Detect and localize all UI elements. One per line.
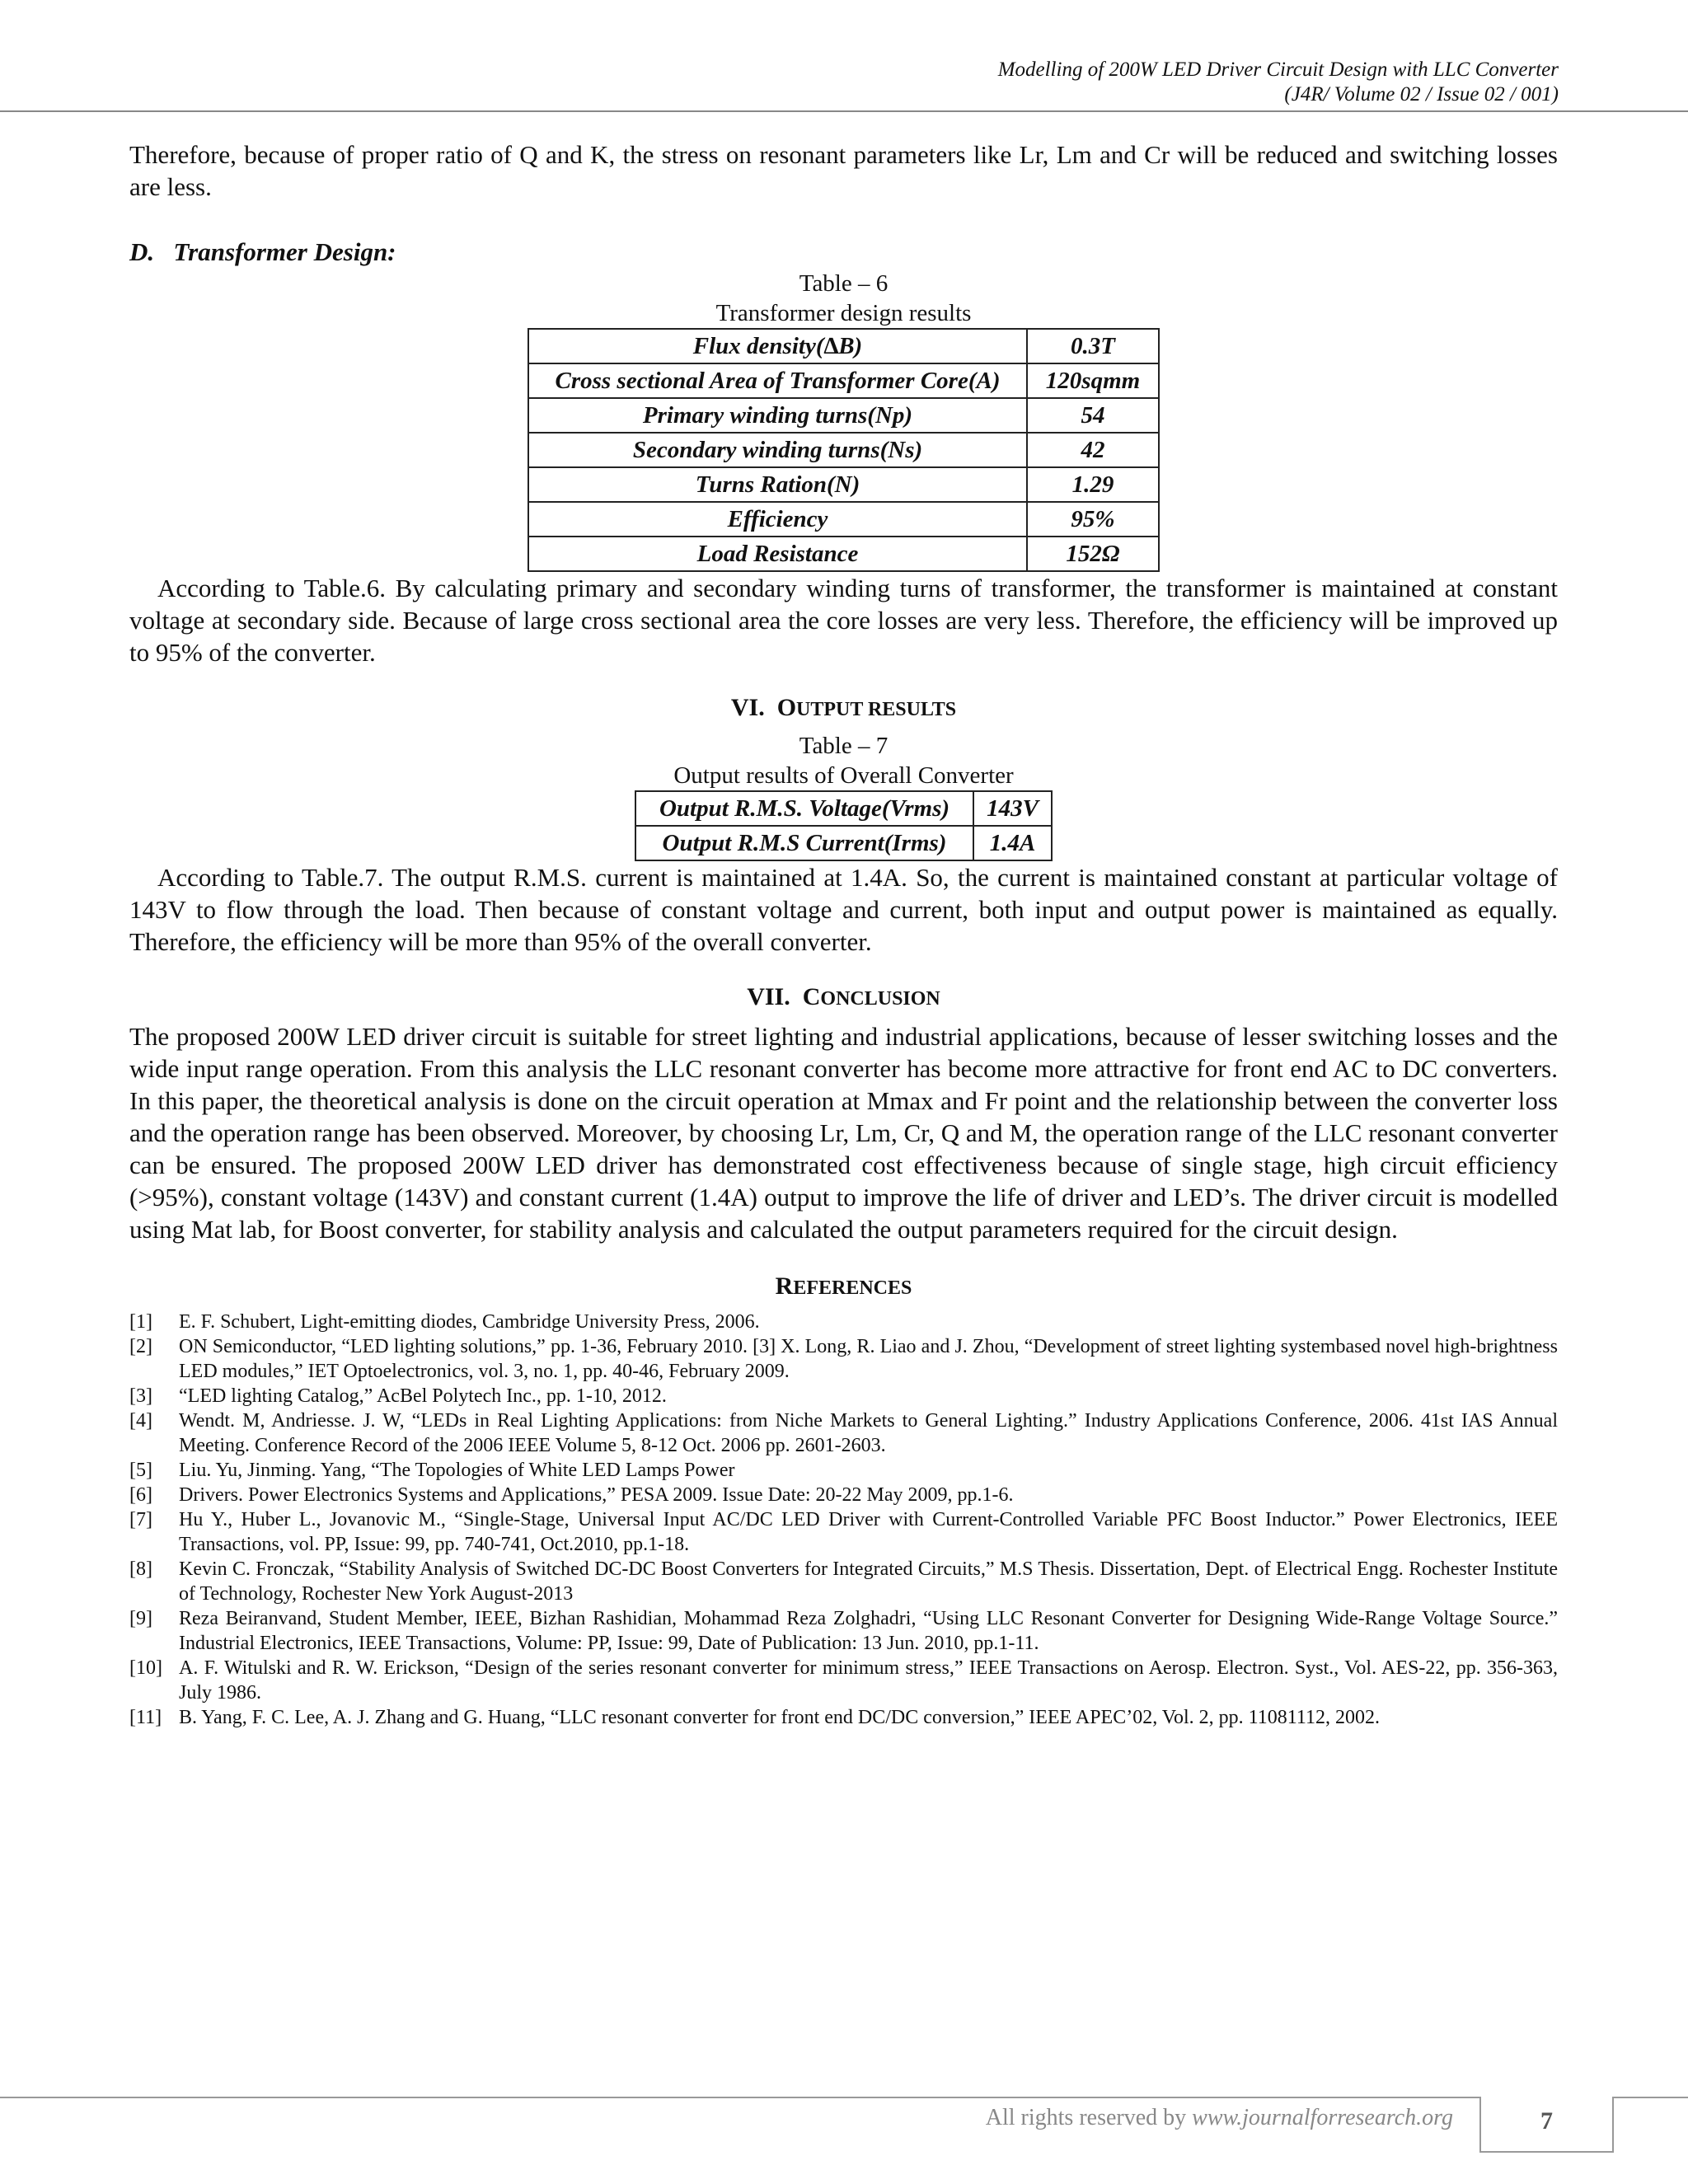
value-cell: 54	[1027, 398, 1159, 433]
table-row	[528, 537, 1159, 571]
parameter-cell: Output R.M.S Current(Irms)	[635, 826, 973, 860]
conclusion-paragraph: The proposed 200W LED driver circuit is suitable for street lighting and industrial applications, because of lesser switching losses and the wide input range operation. From this analysis the LLC resonant converter has become more attractive for front end AC to DC converters. In this paper, the theoretical analysis is done on the circuit operation at Mmax and Fr point and the relationship between the converter loss and the operation range has been observed. Moreover, by choosing Lr, Lm, Cr, Q and M, the operation range of the LLC resonant converter can be ensured. The proposed 200W LED driver has demonstrated cost effectiveness because of single stage, high circuit efficiency (>95%), constant voltage (143V) and constant current (1.4A) output to improve the life of driver and LED’s. The driver circuit is modelled using Mat lab, for Boost converter, for stability analysis and calculated the output parameters required for the circuit design.	[129, 1022, 1558, 1244]
reference-number: [1]	[129, 1311, 152, 1333]
reference-text: B. Yang, F. C. Lee, A. J. Zhang and G. Huang, “LLC resonant converter for front end DC/DC conversion,” IEEE APEC’02, Vol. 2, pp. 11081112, 2002.	[179, 1707, 1381, 1728]
table-row	[635, 826, 1052, 860]
table-row	[528, 329, 1159, 363]
reference-item	[129, 1384, 1558, 1408]
reference-number: [8]	[129, 1558, 152, 1580]
heading-rest: EFERENCES	[793, 1277, 912, 1299]
reference-text: E. F. Schubert, Light-emitting diodes, Cambridge University Press, 2006.	[179, 1311, 760, 1333]
reference-item	[129, 1606, 1558, 1656]
references-heading	[129, 1270, 1558, 1305]
parameter-cell: Turns Ration(N)	[528, 467, 1027, 502]
parameter-cell: Load Resistance	[528, 537, 1027, 571]
table-7-label: Table – 7	[799, 733, 889, 759]
journal-website-link[interactable]: www.journalforresearch.org	[1192, 2105, 1453, 2130]
table-6-label: Table – 6	[799, 270, 889, 297]
parameter-cell: Secondary winding turns(Ns)	[528, 433, 1027, 467]
transformer-paragraph: According to Table.6. By calculating primary and secondary winding turns of transformer, the transformer is maintained at constant voltage at secondary side. Because of large cross sectional area the core losses are very less. Therefore, the efficiency will be improved up to 95% of the converter.	[129, 574, 1558, 667]
value-cell: 42	[1027, 433, 1159, 467]
value-cell: 1.4A	[973, 826, 1052, 860]
reference-number: [2]	[129, 1336, 152, 1357]
table-6-title: Transformer design results	[715, 300, 972, 326]
page-content	[129, 138, 1558, 1730]
journal-issue: (J4R/ Volume 02 / Issue 02 / 001)	[1284, 83, 1559, 105]
table-row	[528, 433, 1159, 467]
reference-text: ON Semiconductor, “LED lighting solutions,” pp. 1-36, February 2010. [3] X. Long, R. Liao and J. Zhou, “Development of street lighting systembased novel high-brightness LED modules,” IET Optoelectronics, vol. 3, no. 1, pp. 40-46, February 2009.	[179, 1336, 1558, 1382]
table-row	[635, 791, 1052, 826]
parameter-cell: Efficiency	[528, 502, 1027, 537]
journal-title: Modelling of 200W LED Driver Circuit Design with LLC Converter	[997, 59, 1559, 81]
value-cell: 0.3T	[1027, 329, 1159, 363]
section-number: VII.	[747, 983, 790, 1010]
output-paragraph: According to Table.7. The output R.M.S. current is maintained at 1.4A. So, the current is maintained constant at particular voltage of 143V to flow through the load. Then because of constant voltage and current, both input and output power is maintained as equally. Therefore, the efficiency will be more than 95% of the overall converter.	[129, 863, 1558, 956]
footer-rule	[0, 2097, 1479, 2098]
reference-number: [10]	[129, 1657, 162, 1679]
footer-rule-right	[1614, 2097, 1688, 2098]
value-cell: 143V	[973, 791, 1052, 826]
table-7-title: Output results of Overall Converter	[673, 762, 1014, 789]
heading-first-letter: R	[775, 1272, 794, 1300]
table-row	[528, 467, 1159, 502]
reference-item	[129, 1705, 1558, 1730]
transformer-table	[528, 328, 1160, 572]
reference-number: [3]	[129, 1385, 152, 1407]
page-footer	[0, 2085, 1688, 2184]
reference-item	[129, 1310, 1558, 1334]
heading-first-letter: O	[776, 694, 797, 721]
parameter-cell: Cross sectional Area of Transformer Core(A)	[528, 363, 1027, 398]
table-row	[528, 398, 1159, 433]
output-table	[635, 790, 1053, 861]
reference-item	[129, 1458, 1558, 1483]
conclusion-heading	[129, 981, 1558, 1015]
parameter-cell: Primary winding turns(Np)	[528, 398, 1027, 433]
reference-number: [9]	[129, 1608, 152, 1629]
table-row	[528, 502, 1159, 537]
reference-number: [6]	[129, 1484, 152, 1506]
transformer-subheading: D. Transformer Design:	[129, 237, 396, 266]
reference-text: Reza Beiranvand, Student Member, IEEE, Bizhan Rashidian, Mohammad Reza Zolghadri, “Using LLC Resonant Converter for Designing Wide-Range Voltage Source.” Industrial Electronics, IEEE Transactions, Volume: PP, Issue: 99, Date of Publication: 13 Jun. 2010, pp.1-11.	[179, 1608, 1558, 1654]
intro-paragraph: Therefore, because of proper ratio of Q and K, the stress on resonant parameters like Lr, Lm and Cr will be reduced and switching losses are less.	[129, 140, 1558, 201]
reference-item	[129, 1557, 1558, 1606]
reference-item	[129, 1507, 1558, 1557]
reference-text: “LED lighting Catalog,” AcBel Polytech Inc., pp. 1-10, 2012.	[179, 1385, 667, 1407]
reference-text: Liu. Yu, Jinming. Yang, “The Topologies of White LED Lamps Power	[179, 1460, 735, 1481]
reference-text: A. F. Witulski and R. W. Erickson, “Design of the series resonant converter for minimum stress,” IEEE Transactions on Aerosp. Electron. Syst., Vol. AES-22, pp. 356-363, July 1986.	[179, 1657, 1558, 1704]
reference-number: [7]	[129, 1509, 152, 1530]
reference-number: [5]	[129, 1460, 152, 1481]
reference-number: [11]	[129, 1707, 162, 1728]
header-rule	[0, 110, 1688, 112]
reference-item	[129, 1408, 1558, 1458]
reference-number: [4]	[129, 1410, 152, 1432]
copyright-text: All rights reserved by www.journalforresearch.org	[985, 2105, 1453, 2130]
page-number: 7	[1479, 2097, 1614, 2153]
heading-rest: UTPUT RESULTS	[796, 699, 957, 720]
reference-item	[129, 1656, 1558, 1705]
heading-rest: ONCLUSION	[820, 988, 940, 1010]
reference-text: Drivers. Power Electronics Systems and Applications,” PESA 2009. Issue Date: 20-22 May 2009, pp.1-6.	[179, 1484, 1014, 1506]
value-cell: 95%	[1027, 502, 1159, 537]
parameter-cell: Flux density(∆B)	[528, 329, 1027, 363]
output-results-heading	[129, 691, 1558, 726]
value-cell: 152Ω	[1027, 537, 1159, 571]
heading-first-letter: C	[802, 983, 821, 1010]
reference-text: Kevin C. Fronczak, “Stability Analysis of Switched DC-DC Boost Converters for Integrated Circuits,” M.S Thesis. Dissertation, Dept. of Electrical Engg. Rochester Institute of Technology, Rochester New York August-2013	[179, 1558, 1558, 1605]
reference-text: Wendt. M, Andriesse. J. W, “LEDs in Real Lighting Applications: from Niche Markets to General Lighting.” Industry Applications Conference, 2006. 41st IAS Annual Meeting. Conference Record of the 2006 IEEE Volume 5, 8-12 Oct. 2006 pp. 2601-2603.	[179, 1410, 1558, 1456]
reference-text: Hu Y., Huber L., Jovanovic M., “Single-Stage, Universal Input AC/DC LED Driver with Current-Controlled Variable PFC Boost Inductor.” Power Electronics, IEEE Transactions, vol. PP, Issue: 99, pp. 740-741, Oct.2010, pp.1-18.	[179, 1509, 1558, 1555]
value-cell: 120sqmm	[1027, 363, 1159, 398]
table-row	[528, 363, 1159, 398]
reference-item	[129, 1334, 1558, 1384]
page-header	[0, 0, 1688, 115]
reference-item	[129, 1483, 1558, 1507]
value-cell: 1.29	[1027, 467, 1159, 502]
parameter-cell: Output R.M.S. Voltage(Vrms)	[635, 791, 973, 826]
section-number: VI.	[730, 694, 765, 721]
reference-list	[129, 1310, 1558, 1730]
